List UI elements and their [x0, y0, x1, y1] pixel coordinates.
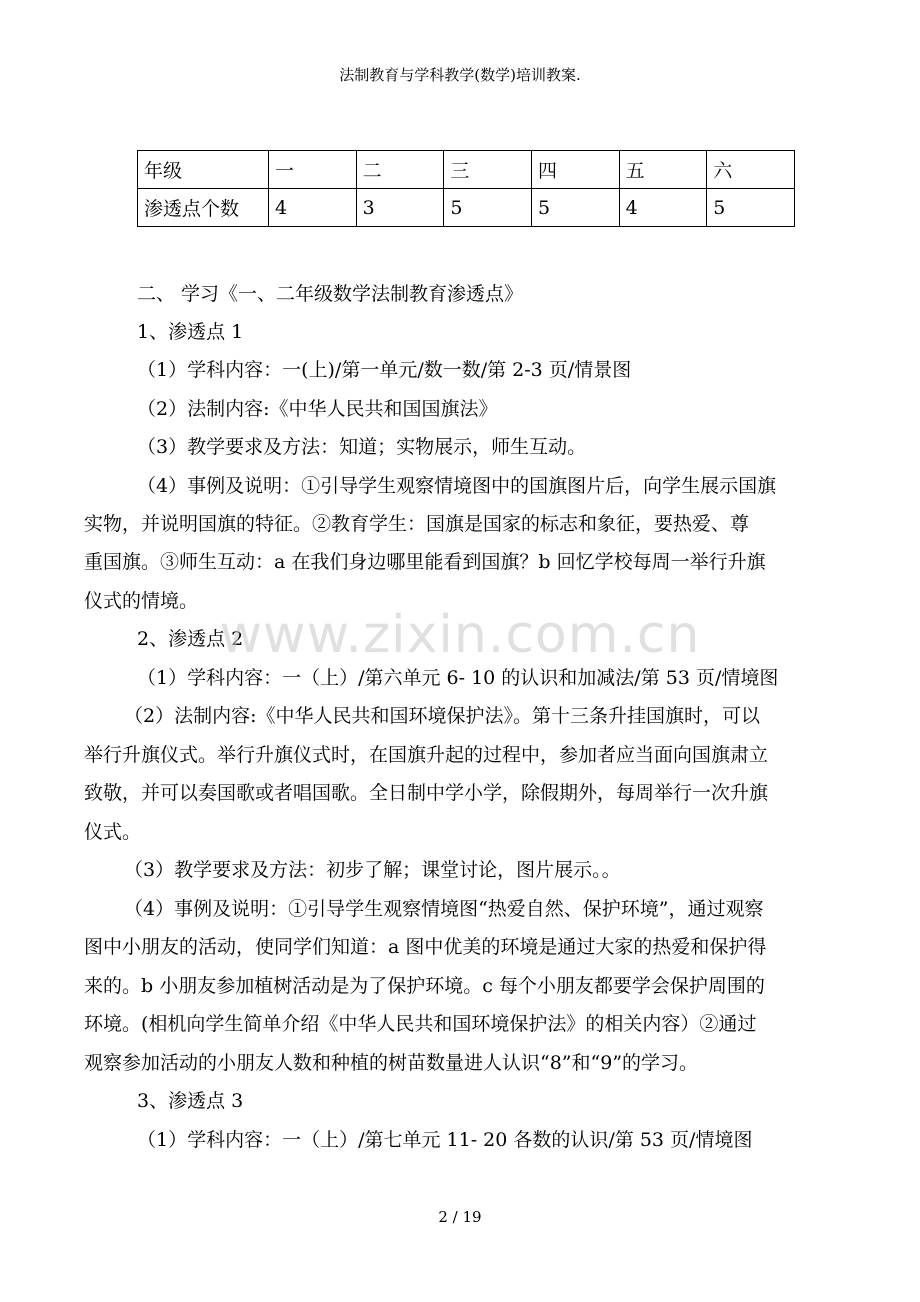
paragraph-line: （1）学科内容：一(上)/第一单元/数一数/第 2-3 页/情景图: [137, 359, 632, 381]
paragraph-line: 实物，并说明国旗的特征。②教育学生：国旗是国家的标志和象征，要热爱、尊: [84, 513, 750, 535]
paragraph-line: （4）事例及说明：①引导学生观察情境图“热爱自然、保护环境”，通过观察: [124, 898, 764, 920]
watermark: www.zixin.com.cn: [219, 605, 701, 665]
table-cell: 5: [531, 189, 619, 227]
paragraph-line: 重国旗。③师生互动：a 在我们身边哪里能看到国旗？b 回忆学校每周一举行升旗: [84, 551, 766, 573]
table-cell: 5: [444, 189, 532, 227]
table-cell: 渗透点个数: [138, 189, 269, 227]
table-row: [138, 151, 795, 189]
subheading-point-1: 1、渗透点 1: [137, 321, 244, 343]
paragraph-line: 致敬，并可以奏国歌或者唱国歌。全日制中学小学，除假期外，每周举行一次升旗: [84, 782, 769, 804]
table-cell: 年级: [138, 151, 269, 189]
paragraph-line: （3）教学要求及方法：知道；实物展示，师生互动。: [137, 436, 587, 458]
table-row: [138, 189, 795, 227]
document-header: 法制教育与学科教学(数学)培训教案.: [339, 66, 581, 84]
table-cell: 4: [619, 189, 707, 227]
subheading-point-3: 3、渗透点 3: [137, 1090, 244, 1112]
table-cell: 五: [619, 151, 707, 189]
paragraph-line: 仪式的情境。: [84, 590, 199, 612]
paragraph-line: （2）法制内容:《中华人民共和国环境保护法》。第十三条升挂国旗时，可以: [124, 705, 760, 727]
table-cell: 4: [269, 189, 357, 227]
table-cell: 六: [707, 151, 795, 189]
paragraph-line: （1）学科内容：一（上）/第六单元 6- 10 的认识和加减法/第 53 页/情境图: [137, 667, 779, 689]
subheading-point-2: 2、渗透点 2: [137, 628, 244, 650]
paragraph-line: （3）教学要求及方法：初步了解；课堂讨论，图片展示。。: [124, 859, 621, 881]
stats-table: [137, 150, 795, 227]
table-cell: 四: [531, 151, 619, 189]
table-cell: 二: [356, 151, 444, 189]
section-heading: 二、 学习《一、二年级数学法制教育渗透点》: [137, 283, 524, 305]
paragraph-line: （2）法制内容:《中华人民共和国国旗法》: [137, 398, 498, 420]
paragraph-line: 环境。(相机向学生简单介绍《中华人民共和国环境保护法》的相关内容）②通过: [84, 1013, 757, 1035]
paragraph-line: 举行升旗仪式。举行升旗仪式时，在国旗升起的过程中，参加者应当面向国旗肃立: [84, 744, 769, 766]
table-cell: 三: [444, 151, 532, 189]
paragraph-line: 观察参加活动的小朋友人数和种植的树苗数量进人认识“8”和“9”的学习。: [84, 1052, 699, 1074]
page-number: 2 / 19: [438, 1208, 482, 1226]
paragraph-line: 图中小朋友的活动，使同学们知道：a 图中优美的环境是通过大家的热爱和保护得: [84, 936, 767, 958]
paragraph-line: 来的。b 小朋友参加植树活动是为了保护环境。c 每个小朋友都要学会保护周围的: [84, 975, 765, 997]
paragraph-line: （1）学科内容：一（上）/第七单元 11- 20 各数的认识/第 53 页/情境图: [137, 1129, 753, 1151]
table-cell: 5: [707, 189, 795, 227]
table-cell: 一: [269, 151, 357, 189]
table-cell: 3: [356, 189, 444, 227]
paragraph-line: （4）事例及说明：①引导学生观察情境图中的国旗图片后，向学生展示国旗: [137, 475, 777, 497]
paragraph-line: 仪式。: [84, 821, 142, 843]
